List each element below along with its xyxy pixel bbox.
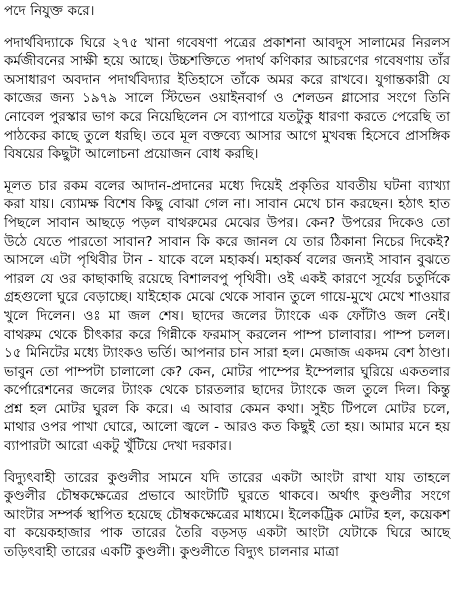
paragraph-gap [4, 165, 450, 178]
paragraph-gap [4, 457, 450, 470]
paragraph-gap [4, 22, 450, 35]
paragraph-3: মূলত চার রকম বলের আদান-প্রদানের মধ্যে দিয়েই প্রকৃতির যাবতীয় ঘটনা ব্যাখ্যা করা যায়। ব্যোমক্ষ বিশেষ কিছু বোঝা গেল না। সাবান মেখে চান করছেন। হঠাৎ হাত পিছলে সাবান আছড়ে পড়ল বাথরুমের মেঝের উপর। কেন? উপরের দিকেও তো উঠে যেতে পারতো সাবান? সাবান কি করে জানল যে তার ঠিকানা নিচের দিকেই? আসলে এটা পৃথিবীর টান - যাকে বলে মহাকর্ষ। মহাকর্ষ বলের জন্যই সাবান বুঝতে পারল যে ওর কাছাকাছি রয়েছে বিশালবপু পৃথিবী। ওই একই কারণে সূর্যের চতুর্দিকে গ্রহগুলো ঘুরে বেড়াচ্ছে। যাইহোক মেঝে থেকে সাবান তুলে গায়ে-মুখে মেখে শাওয়ার খুলে দিলেন। ওঃ মা জল শেষ। ছাদের জলের ট্যাংকে এক ফোঁটাও জল নেই। বাথরুম থেকে চীৎকার করে গিন্নীকে ফরমাস্‌ করলেন পাম্প চালাবার। পাম্প চলল। ১৫ মিনিটের মধ্যে ট্যাংকও ভর্তি। আপনার চান সারা হল। মেজাজ একদম বেশ ঠাণ্ডা। ভাবুন তো পাম্পটা চালালো কে? কেন, মোটর পাম্পের ইম্পেলার ঘুরিয়ে একতলার কর্পোরেশনের জলের ট্যাংক থেকে চারতলার ছাদের ট্যাংকে জল তুলে দিল। কিন্তু প্রশ্ন হল মোটর ঘুরল কি করে। এ আবার কেমন কথা। সুইচ টিপলে মোটর চলে, মাথার ওপর পাখা ঘোরে, আলো জ্বলে - আরও কত কিছুই তো হয়। আমার মনে হয় ব্যাপারটা আরো একটু খুঁটিয়ে দেখা দরকার। [4, 178, 450, 455]
paragraph-1: পদে নিযুক্ত করে। [4, 4, 95, 19]
paragraph-4: বিদ্যুৎবাহী তারের কুণ্ডলীর সামনে যদি তারের একটা আংটা রাখা যায় তাহলে কুণ্ডলীর চৌম্বকক্ষেত্রের প্রভাবে আংটাটি ঘুরতে থাকবে। অর্থাৎ কুণ্ডলীর সংগে আংটার সম্পর্ক স্থাপিত হয়েছে চৌম্বকক্ষেত্রের মাধ্যমে। ইলেকট্রিক মোটর হল, কয়েকশ বা কয়েকহাজার পাক তারের তৈরি বড়সড় একটা আংটা যেটাকে ঘিরে আছে তড়িৎবাহী তারের একটি কুণ্ডলী। কুণ্ডলীতে বিদ্যুৎ চালনার মাত্রা [4, 470, 450, 561]
paragraph-2: পদার্থবিদ্যাকে ঘিরে ২৭৫ খানা গবেষণা পত্রের প্রকাশনা আবদুস সালামের নিরলস কর্মজীবনের সাক্ষী হয়ে আছে। উচ্চশক্তিতে পদার্থ কণিকার আচরণের গবেষণায় তাঁর অসাধারণ অবদান পদার্থবিদ্যার ইতিহাসে তাঁকে অমর করে রাখবে। যুগান্তকারী যে কাজের জন্য ১৯৭৯ সালে স্টিভেন ওয়াইনবার্গ ও শেলডন গ্লাসোর সংগে তিনি নোবেল পুরস্কার ভাগ করে নিয়েছিলেন সে ব্যাপারে যতটুকু ধারণা করতে পেরেছি তা পাঠকের কাছে তুলে ধরছি। তবে মূল বক্তব্যে আসার আগে মুখবন্ধ হিসেবে প্রাসঙ্গিক বিষয়ের কিছুটা আলোচনা প্রয়োজন বোধ করছি। [4, 35, 450, 163]
